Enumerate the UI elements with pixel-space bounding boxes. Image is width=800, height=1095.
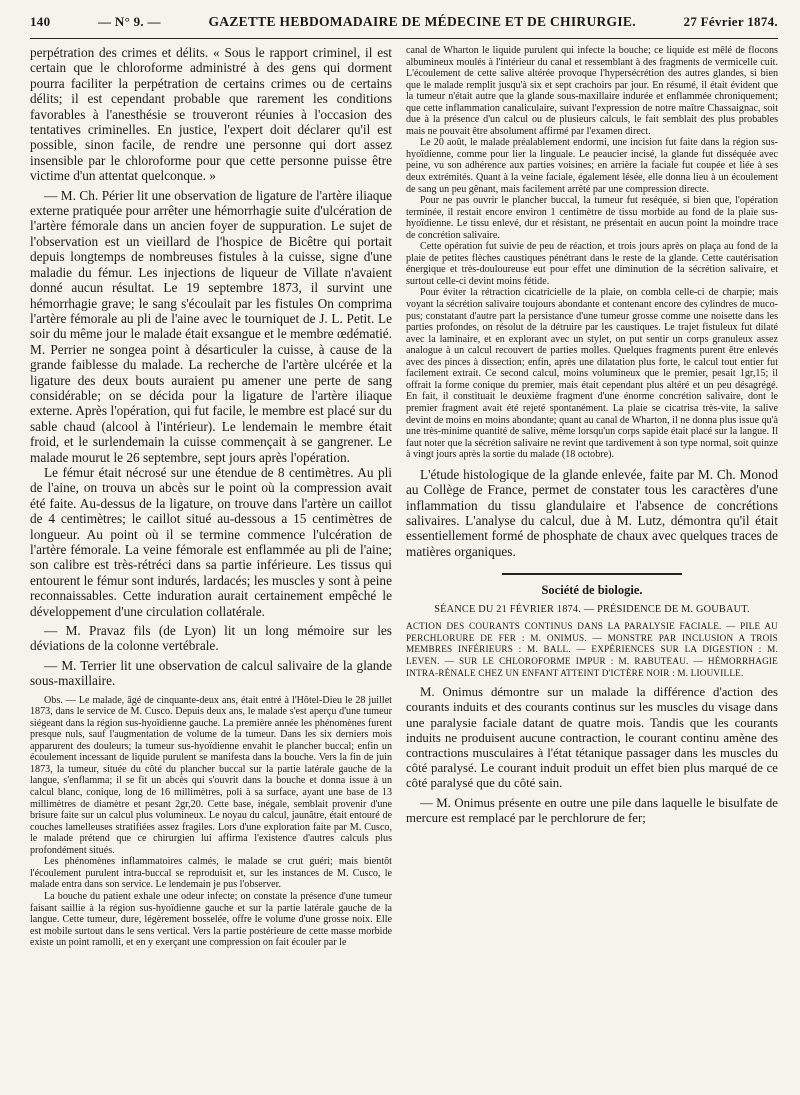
observation-paragraph: Cette opération fut suivie de peu de réaction, et trois jours après on plaça au fond de la plaie de petites flèches caustiques pénétrant dans le reste de la glande. Cette cautérisation énergique et très-douloureuse eut pour effet une diminution de la sécrétion salivaire, et surtout celle-ci devint moins fétide.: [406, 241, 778, 287]
observation-paragraph: Le 20 août, le malade préalablement endormi, une incision fut faite dans la région sus-hyoïdienne, comme pour lier la linguale. Le peaucier incisé, la glande fut disséquée avec peine, vu son adhérence aux parties voisines; en arrière la faciale fut coupée et liée à ses deux extrémités. Quant à la veine faciale, également lésée, elle donna lieu à un écoulement de sang un peu gênant, mais facilement arrêté par une compression directe.: [406, 137, 778, 195]
section-heading: Société de biologie.: [541, 583, 643, 598]
observation-paragraph: Les phénomènes inflammatoires calmés, le malade se crut guéri; mais bientôt l'écoulement purulent intra-buccal se reproduisit et, sur les instances de M. Cusco, le malade entra dans son service. Le lendemain je pus l'observer.: [30, 856, 392, 891]
issue-number: — N° 9. —: [98, 14, 161, 29]
session-line: SÉANCE DU 21 FÉVRIER 1874. — PRÉSIDENCE DE M. GOUBAUT.: [434, 604, 750, 616]
right-column: [406, 45, 778, 1095]
paragraph: perpétration des crimes et délits. « Sous le rapport criminel, il est certain que le chloroforme administré à des gens qui dorment pourra faciliter la perpétration de certains crimes ou de certains délits; il est cependant probable que rarement les conditions favorables à l'anesthésie se trouveront réunies à l'occasion des tentatives criminelles. En justice, l'expert doit déclarer qu'il est possible, sinon facile, de rendre une personne qui dort assez insensible par le chloroforme pour que cette personne puisse être victime d'un attentat quelconque. »: [30, 45, 392, 184]
session-agenda: ACTION DES COURANTS CONTINUS DANS LA PARALYSIE FACIALE. — PILE AU PERCHLORURE DE FER : M. ONIMUS. — MONSTRE PAR INCLUSION A TROIS MEMBRES INFÉRIEURS : M. BALL. — EXPÉRIENCES SUR LA DIGESTION : M. LEVEN. — SUR LE CHLOROFORME IMPUR : M. RABUTEAU. — HÉMORRHAGIE INTRA-RÉNALE CHEZ UN ENFANT ATTEINT D'ICTÈRE NOIR : M. LIOUVILLE.: [406, 621, 778, 678]
section-divider: [502, 573, 682, 575]
paragraph: L'étude histologique de la glande enlevée, faite par M. Ch. Monod au Collège de France, permet de constater tous les caractères d'une inflammation du tissu glandulaire et l'absence de concrétions salivaires. L'analyse du calcul, due à M. Lutz, démontra qu'il était essentiellement formé de phosphate de chaux avec quelques traces de matières organiques.: [406, 466, 778, 559]
observation-paragraph: Pour ne pas ouvrir le plancher buccal, la tumeur fut reséquée, si bien que, l'opération terminée, il restait encore environ 1 centimètre de tissu morbide au fond de la plaie sus-hyoïdienne. Le tissu enlevé, dur et résistant, ne présentait en aucun point la moindre trace de concrétion salivaire.: [406, 195, 778, 241]
paragraph: — M. Onimus présente en outre une pile dans laquelle le bisulfate de mercure est remplacé par le perchlorure de fer;: [406, 795, 778, 825]
observation-paragraph: canal de Wharton le liquide purulent qui infecte la bouche; ce liquide est mêlé de flocons albumineux moulés à l'intérieur du canal et ressemblant à des fragments de vermicelle cuit. L'écoulement de cette salive altérée provoque l'hypersécrétion des autres glandes, si bien que le malade remplit jusqu'à six et sept crachoirs par jour. En résumé, il était évident que la tumeur n'était autre que la glande sous-maxillaire indurée et enflammée chroniquement; que cette inflammation canaliculaire, suivant l'expression de notre maître Chassaignac, soit due à la présence d'un calcul ou de plusieurs calculs, le fait semblait des plus probables mais ne pouvait être absolument affirmé par l'examen direct.: [406, 45, 778, 137]
paragraph: — M. Terrier lit une observation de calcul salivaire de la glande sous-maxillaire.: [30, 657, 392, 689]
observation-paragraph: La bouche du patient exhale une odeur infecte; on constate la présence d'une tumeur faisant saillie à la région sus-hyoïdienne gauche et sur la partie latérale gauche de la langue. Cette tumeur, dure, légèrement bosselée, offre le volume d'une grosse noix. Elle est mobile surtout dans le sens vertical. Vers la partie postérieure de cette masse morbide existe un point ramolli, et en y exerçant une compression on fait écouler par le: [30, 890, 392, 949]
page-number: 140: [30, 14, 51, 29]
paragraph: M. Onimus démontre sur un malade la différence d'action des courants induits et des courants continus sur les muscles du visage dans une paralysie faciale datant de quatre mois. Tandis que les courants induits ne produisent aucune contraction, le courant continu amène des contractions musculaires à l'état tétanique passager dans les muscles du côté paralysé. Le courant induit produit un effet bien plus marqué de ce côté paralysé que du côté sain.: [406, 685, 778, 791]
paragraph: — M. Pravaz fils (de Lyon) lit un long mémoire sur les déviations de la colonne vertébrale.: [30, 623, 392, 654]
paragraph: Le fémur était nécrosé sur une étendue de 8 centimètres. Au pli de l'aine, on trouva un abcès sur le point où la compression avait été faite. Au-dessus de la ligature, on trouve dans l'artère un caillot de 4 centimètres; le caillot situé au-dessous a 15 centimètres de longueur. Au point où il se termine commence l'ulcération de l'artère fémorale. La veine fémorale est enflammée au pli de l'aine; son calibre est très-rétréci dans sa partie inférieure. Les tissus qui entourent le fémur sont indurés, lardacés; les muscles y sont à peine reconnaissables. Cette induration aurait certainement empêché le développement d'une circulation collatérale.: [30, 464, 392, 619]
issue-date: 27 Février 1874.: [683, 14, 778, 29]
observation-paragraph: Obs. — Le malade, âgé de cinquante-deux ans, était entré à l'Hôtel-Dieu le 28 juillet 1873, dans le service de M. Cusco. Depuis deux ans, le malade s'est aperçu d'une tumeur siégeant dans la région sus-hyoïdienne gauche. La première année les phénomènes furent presque nuls, sauf l'augmentation de volume de la tumeur. Dans les six derniers mois apparurent des douleurs; la tumeur sus-hyoïdienne envahit le plancher buccal; enfin un écoulement incessant de liquide purulent se manifesta dans la bouche. Vers la fin de juin 1873, la tumeur, située du côté du plancher buccal sur la partie latérale gauche de la langue, s'enflamma; il se fit un abcès qui s'ouvrit dans la bouche et donna issue à un calcul blanc, conique, long de 16 millimètres, poli à sa surface, ayant une base de 13 millimètres de diamètre et pesant 2gr,20. Cette base, inégale, semblait provenir d'une brisure faite sur un calcul plus volumineux. Le noyau du calcul, jaunâtre, était entouré de couches lamelleuses stratifiées assez fragiles. Lors d'une exploration faite par M. Cusco, le malade prétend que ce chirurgien lui affirma l'existence d'autres calculs plus profondément situés.: [30, 694, 392, 856]
running-header: [30, 14, 778, 39]
journal-title: GAZETTE HEBDOMADAIRE DE MÉDECINE ET DE CHIRURGIE.: [208, 14, 636, 29]
observation-paragraph: Pour éviter la rétraction cicatricielle de la plaie, on combla celle-ci de charpie; mais voyant la sécrétion salivaire toujours abondante et contenant encore des cylindres de muco-pus; constatant d'autre part la persistance d'une tumeur grosse comme une noisette dans les parties profondes, on résolut de la détruire par les caustiques. Le trajet fistuleux fut dilaté avec la laminaire, et en explorant avec un stylet, on put sentir un corps granuleux assez analogue à un calcul recouvert de parties molles. Quelques fragments purent être enlevés avec des pinces à dissection; enfin, après une dilatation plus forte, le calcul tout entier fut facilement extrait. Ce second calcul, moins volumineux que le premier, pesait 1gr,15; il offrait la forme conique du premier, mais était cependant plus altéré et un peu désagrégé. En fait, il constituait le deuxième fragment d'une énorme concrétion salivaire, dont le premier fragment avait été rejeté spontanément. La plaie se cicatrisa très-vite, la salive devint de moins en moins abondante; quant au canal de Wharton, il ne donna plus issue qu'à une très-minime quantité de salive, même lorsqu'un corps sapide était placé sur la langue. Il faut noter que la sécrétion salivaire ne revint que tardivement à son type normal, soit quinze à vingt jours après la sortie du malade (18 octobre).: [406, 287, 778, 461]
left-column: [30, 45, 392, 1095]
paragraph: — M. Ch. Périer lit une observation de ligature de l'artère iliaque externe pratiquée pour arrêter une hémorrhagie suite d'ulcération de l'artère fémorale dans un ancien foyer de suppuration. Le sujet de l'observation est un vieillard de l'hospice de Bicêtre qui portait depuis longtemps de nombreuses fistules à la cuisse, signe d'une maladie du fémur. Les injections de liqueur de Villate n'avaient donné aucun résultat. Le 19 septembre 1873, il survint une hémorrhagie grave; le sang s'écoulait par les fistules On comprima l'artère fémorale au pli de l'aine avec le tourniquet de J. L. Petit. Le soir du même jour le malade était exsangue et le membre œdématié. M. Perrier ne songea point à désarticuler la cuisse, à cause de la grande faiblesse du malade. La recherche de l'artère ulcérée et la ligature des deux bouts auraient pu amener une perte de sang considérable; on se décida pour la ligature de l'artère iliaque externe. Après l'opération, qui fut facile, le membre est placé sur du sable chaud (alcool à l'intérieur). Le lendemain le membre était froid, et le surlendemain la cuisse commençait à se gangrener. Le malade mourut le 26 septembre, sept jours après l'opération.: [30, 187, 392, 465]
columns: [30, 45, 778, 1095]
